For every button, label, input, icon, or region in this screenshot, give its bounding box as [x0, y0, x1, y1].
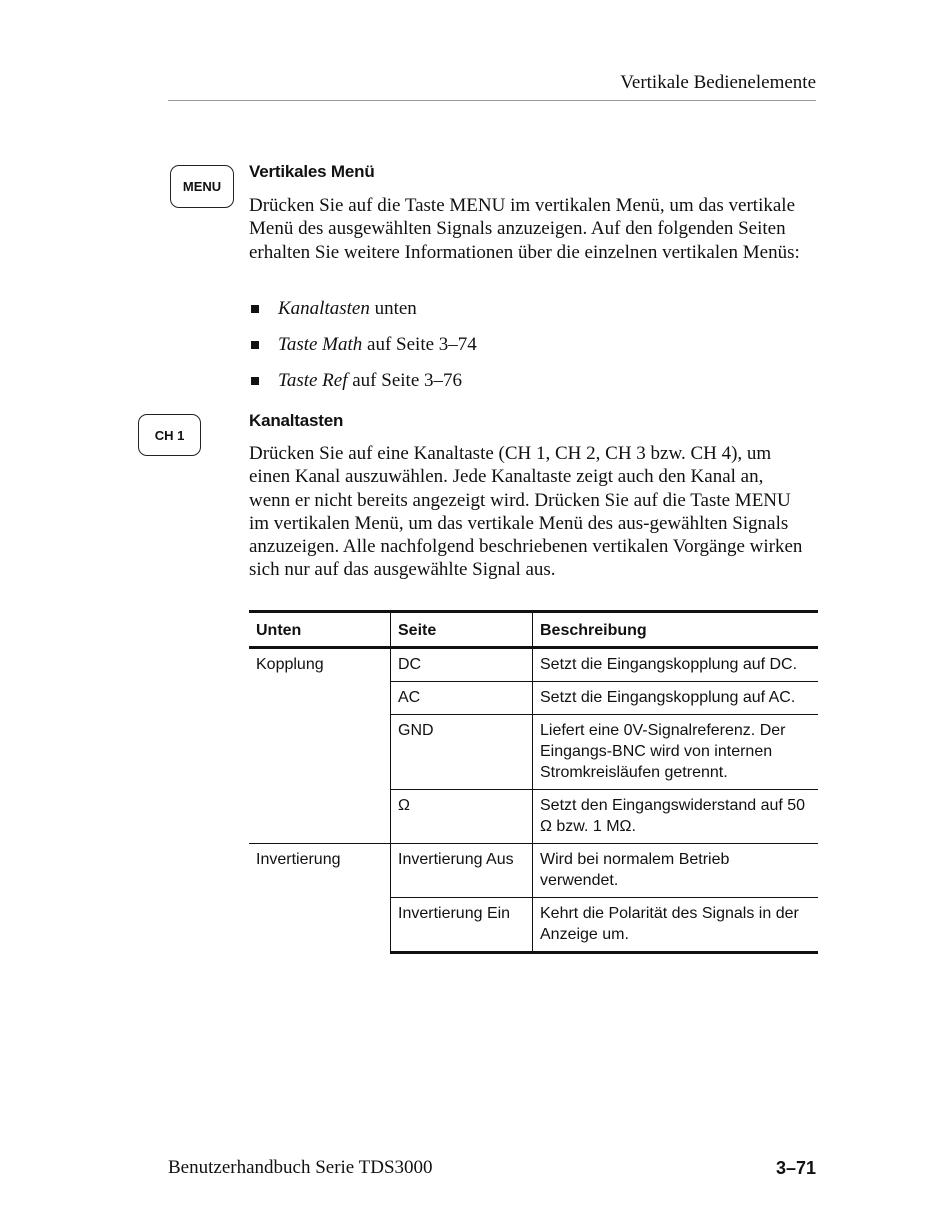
- table-row: [249, 648, 818, 682]
- column-header-side: Seite: [391, 612, 533, 648]
- column-header-bottom: Unten: [249, 612, 391, 648]
- side-cell: AC: [391, 682, 533, 715]
- list-item-italic: Taste Math: [278, 334, 363, 355]
- section-heading-vertical-menu: Vertikales Menü: [249, 162, 375, 181]
- table-row: [249, 844, 818, 898]
- description-cell: Setzt den Eingangswiderstand auf 50 Ω bzw. 1 MΩ.: [533, 790, 819, 844]
- list-item: [249, 368, 477, 404]
- footer-page-number: 3–71: [775, 1158, 816, 1178]
- column-header-description: Beschreibung: [533, 612, 819, 648]
- description-cell: Setzt die Eingangskopplung auf AC.: [533, 682, 819, 715]
- side-cell: DC: [391, 648, 533, 682]
- vertical-menu-bullet-list: [249, 296, 477, 404]
- side-cell: Ω: [391, 790, 533, 844]
- square-bullet-icon: [251, 377, 259, 385]
- section-heading-channel-keys: Kanaltasten: [249, 411, 344, 430]
- running-head: Vertikale Bedienelemente: [168, 72, 816, 101]
- list-item-italic: Kanaltasten: [278, 298, 370, 319]
- channel-menu-table: [249, 610, 818, 954]
- menu-button-icon: [170, 165, 234, 208]
- channel-keys-paragraph: Drücken Sie auf eine Kanaltaste (CH 1, CH 2, CH 3 bzw. CH 4), um einen Kanal auszuwählen. Jede Kanaltaste zeigt auch den Kanal an, wenn er nicht bereits angezeigt wird. Drücken Sie auf die Taste MENU im vertikalen Menü, um das vertikale Menü des aus-gewählten Signals anzuzeigen. Alle nachfolgend beschriebenen vertikalen Vorgänge wirken sich nur auf das ausgewählte Signal aus.: [249, 443, 803, 581]
- vertical-menu-paragraph: Drücken Sie auf die Taste MENU im vertikalen Menü, um das vertikale Menü des ausgewählten Signals anzuzeigen. Auf den folgenden Seiten erhalten Sie weitere Informationen über die einzelnen vertikalen Menüs:: [249, 195, 800, 263]
- list-item-italic: Taste Ref: [278, 370, 348, 391]
- description-cell: Wird bei normalem Betrieb verwendet.: [533, 844, 819, 898]
- square-bullet-icon: [251, 305, 259, 313]
- group-label-inversion: Invertierung: [249, 844, 391, 953]
- list-item: [249, 332, 477, 368]
- group-label-coupling: Kopplung: [249, 648, 391, 844]
- side-cell: Invertierung Ein: [391, 898, 533, 953]
- ch1-button-icon: [138, 414, 201, 456]
- description-cell: Setzt die Eingangskopplung auf DC.: [540, 656, 798, 673]
- table-header-row: [249, 612, 818, 648]
- square-bullet-icon: [251, 341, 259, 349]
- description-cell: Liefert eine 0V-Signalreferenz. Der Eingangs-BNC wird von internen Stromkreisläufen getrennt.: [533, 715, 819, 790]
- description-cell: Kehrt die Polarität des Signals in der Anzeige um.: [533, 898, 819, 953]
- list-item-text: auf Seite 3–74: [362, 334, 477, 355]
- footer-manual-title: Benutzerhandbuch Serie TDS3000: [168, 1157, 433, 1178]
- list-item-text: unten: [369, 298, 417, 319]
- side-cell: GND: [391, 715, 533, 790]
- list-item-text: auf Seite 3–76: [347, 370, 463, 391]
- side-cell: Invertierung Aus: [391, 844, 533, 898]
- list-item: [249, 296, 477, 332]
- menu-button-icon-label: MENU: [182, 179, 222, 194]
- ch1-button-icon-label: CH 1: [154, 427, 185, 443]
